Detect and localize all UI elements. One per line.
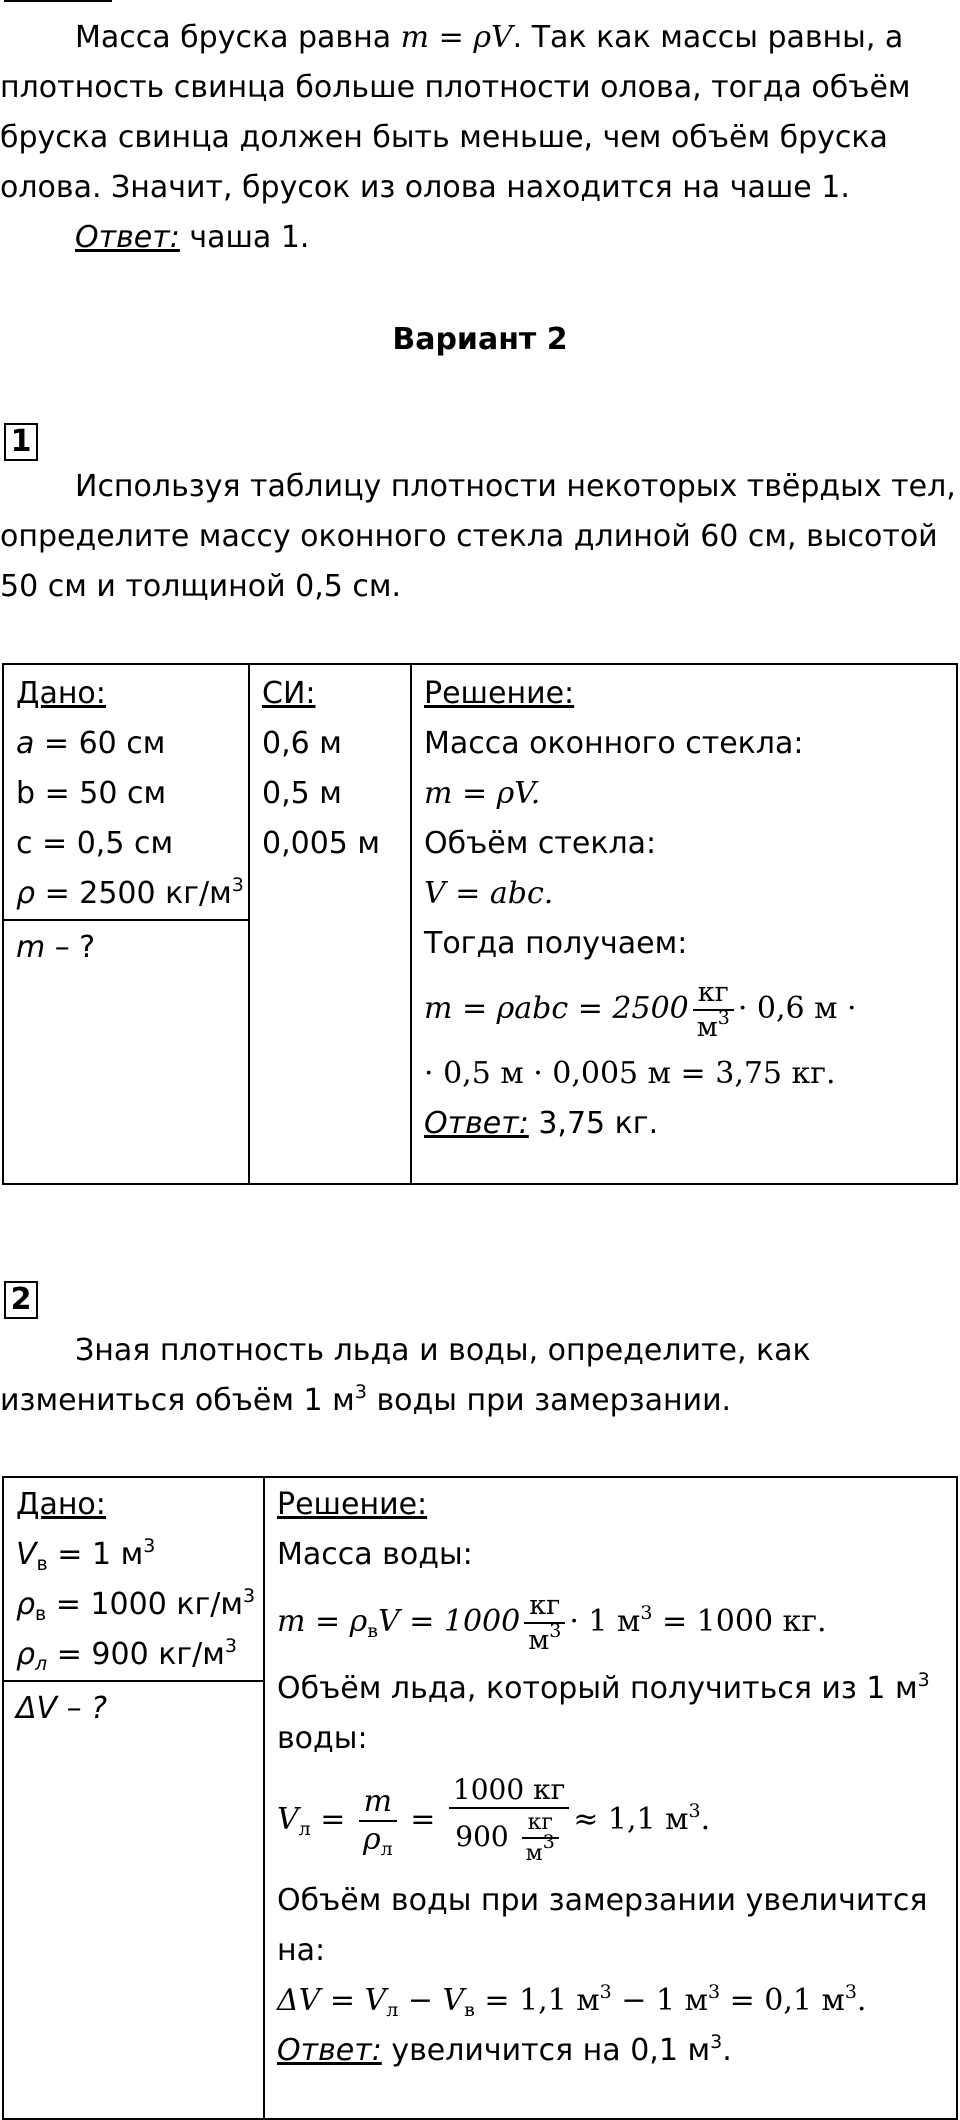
si-value: 0,5 м — [262, 776, 342, 811]
task-1-text-line-2: определите массу оконного стекла длиной 60 см, высотой — [0, 519, 938, 554]
solution-line: на: — [277, 1933, 326, 1968]
answer-label: Ответ: — [277, 2033, 382, 2068]
solution-line: Масса воды: — [277, 1537, 473, 1572]
task-2-given-cell — [3, 1477, 264, 1681]
given-vw: $V_в = 1$ $м^3$ — [16, 1535, 156, 1575]
task-2-number: 2 — [4, 1281, 38, 1319]
intro-line-1: Масса бруска равна m = ρV. Так как массы равны, а — [75, 20, 904, 55]
task-2-text-line-2: измениться объём 1 $м^3$ воды при замерзании. — [0, 1381, 732, 1418]
given-header: Дано: — [16, 676, 106, 711]
task-2-find-cell — [3, 1681, 264, 2119]
solution-line: Объём воды при замерзании увеличится — [277, 1883, 928, 1918]
formula-calc: m = ρabc = 2500 $\frac{кг}{м^3}$ · 0,6 м · — [424, 976, 857, 1043]
answer-label: Ответ: — [75, 220, 180, 255]
formula-volume-change: $\Delta V = V_л - V_в = 1,1$ $м^3 - 1$ $м^3 = 0,1$ $м^3$. — [277, 1981, 867, 2021]
task-1-table — [2, 663, 958, 1185]
intro-answer: Ответ: чаша 1. — [75, 220, 310, 255]
formula-mass: m = ρV. — [424, 776, 541, 811]
intro-line-4: олова. Значит, брусок из олова находится на чаше 1. — [0, 170, 850, 205]
answer-label: Ответ: — [424, 1106, 529, 1141]
task-1-text-line-3: 50 см и толщиной 0,5 см. — [0, 569, 402, 604]
task-1-given-cell — [3, 664, 249, 920]
given-rho-water: $\rho_в = 1000$ $кг/м^3$ — [16, 1585, 256, 1625]
task-1-find-cell — [3, 920, 249, 1184]
solution-line: воды: — [277, 1721, 368, 1756]
formula-water-mass: $m = \rho_вV = 1000$ $\frac{кг}{м^3}$ · 1 $м^3 = 1000$ кг. — [277, 1589, 827, 1656]
given-rho: ρ = 2500 $кг/м^3$ — [16, 874, 244, 911]
given-a: a = 60 см — [16, 726, 166, 761]
given-rho-ice: $\rho_л = 900$ $кг/м^3$ — [16, 1635, 237, 1675]
formula-ice-volume: $V_л$ = $\frac{m}{\rho_л}$ = 1000 кг 900 $\frac{кг}{м^3}$ ≈ 1,1 $м^3$. — [277, 1773, 711, 1866]
solution-answer: Ответ: 3,75 кг. — [424, 1106, 659, 1141]
intro-line-2: плотность свинца больше плотности олова, тогда объём — [0, 70, 911, 105]
inner-fraction: $\frac{кг}{м^3}$ — [522, 1812, 559, 1865]
variant-heading: Вариант 2 — [392, 322, 568, 357]
si-header: СИ: — [262, 676, 316, 711]
find-value: m – ? — [16, 930, 96, 965]
given-b: b = 50 см — [16, 776, 167, 811]
fraction: $\frac{m}{\rho_л}$ — [359, 1787, 397, 1855]
task-2-table — [2, 1476, 958, 2120]
solution-line: Объём стекла: — [424, 826, 657, 861]
top-rule — [4, 0, 112, 2]
solution-answer: Ответ: увеличится на 0,1 $м^3$. — [277, 2031, 732, 2068]
given-c: c = 0,5 см — [16, 826, 174, 861]
task-1-si-cell — [249, 664, 411, 1184]
task-1-solution-cell — [411, 664, 957, 1184]
si-value: 0,6 м — [262, 726, 342, 761]
formula-calc-cont: · 0,5 м · 0,005 м = 3,75 кг. — [424, 1056, 836, 1091]
task-1-text-line-1: Используя таблицу плотности некоторых твёрдых тел, — [75, 469, 956, 504]
solution-header: Решение: — [277, 1487, 428, 1522]
find-value: ΔV – ? — [16, 1691, 108, 1726]
solution-line: Объём льда, который получиться из 1 $м^3$ — [277, 1669, 930, 1706]
task-2-solution-cell — [264, 1477, 957, 2119]
fraction: $\frac{кг}{м^3}$ — [693, 979, 734, 1041]
fraction: 1000 кг 900 $\frac{кг}{м^3}$ — [449, 1776, 569, 1865]
formula-volume: V = abc. — [424, 876, 554, 911]
si-value: 0,005 м — [262, 826, 381, 861]
task-1-number: 1 — [4, 423, 38, 461]
fraction: $\frac{кг}{м^3}$ — [524, 1592, 565, 1654]
solution-line: Тогда получаем: — [424, 926, 688, 961]
task-2-text-line-1: Зная плотность льда и воды, определите, как — [75, 1333, 811, 1368]
solution-header: Решение: — [424, 676, 575, 711]
intro-line-3: бруска свинца должен быть меньше, чем объём бруска — [0, 120, 888, 155]
solution-line: Масса оконного стекла: — [424, 726, 804, 761]
given-header: Дано: — [16, 1487, 106, 1522]
